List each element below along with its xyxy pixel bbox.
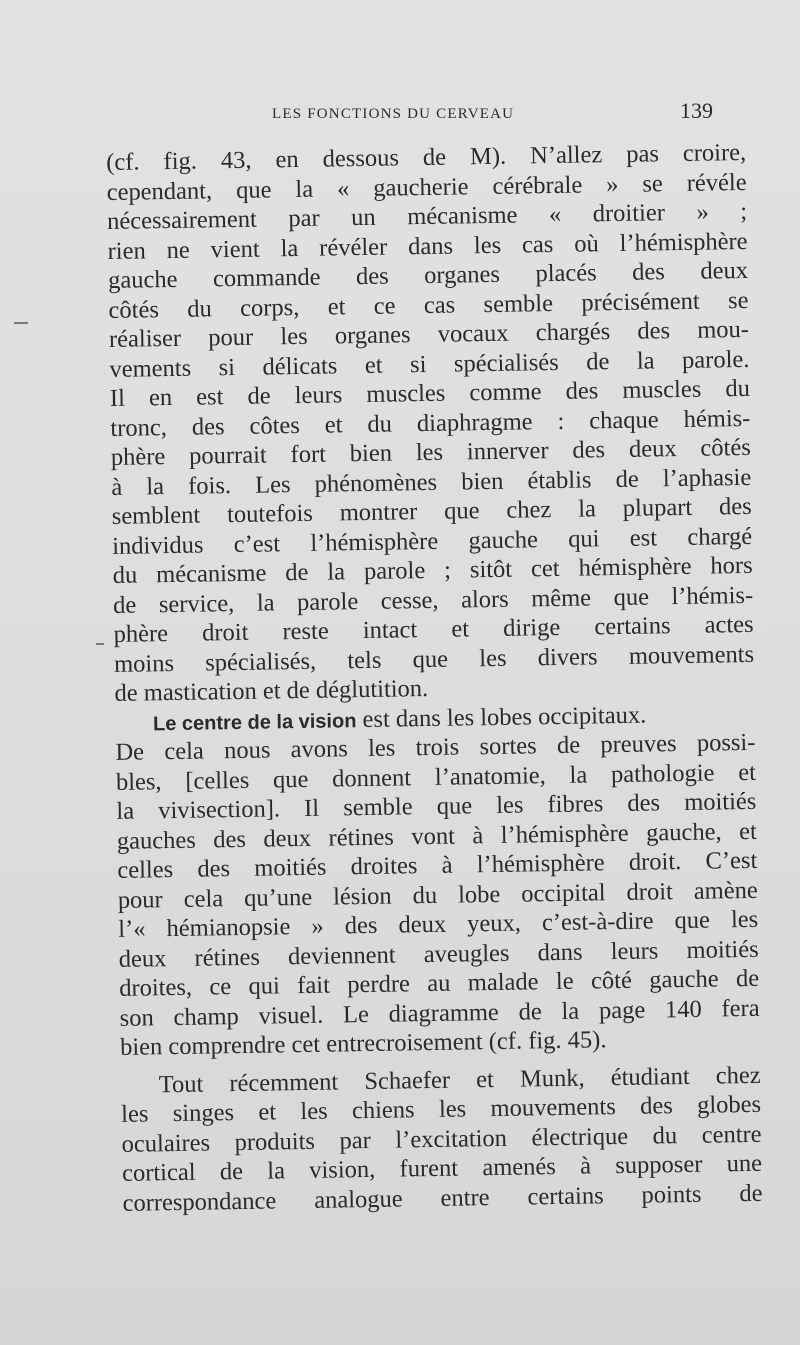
text-line: les singes et les chiens les mouvements des globes (120, 1090, 762, 1128)
text-line: semblent toutefois montrer que chez la plupart des (111, 492, 752, 530)
margin-mark (96, 643, 104, 645)
text-line: phère droit reste intact et dirige certains actes (113, 610, 754, 648)
text-line: vements si délicats et si spécialisés de la parole. (109, 345, 750, 383)
text-line: individus c’est l’hémisphère gauche qui est chargé (112, 522, 753, 560)
paragraph-1 (106, 138, 755, 708)
text-line: De cela nous avons les trois sortes de preuves possi- (115, 728, 756, 766)
text-line: bien comprendre cet entrecroisement (cf. fig. 45). (119, 1026, 607, 1061)
text-line: tronc, des côtes et du diaphragme : chaque hémis- (110, 404, 751, 442)
section-lead: Le centre de la vision (152, 709, 357, 735)
text-line: correspondance analogue entre certains points de (122, 1179, 763, 1217)
text-line: celles des moitiés droites à l’hémisphère droit. C’est (117, 846, 758, 884)
text-fragment: est dans les lobes occipitaux. (356, 701, 647, 733)
text-line: la vivisection]. Il semble que les fibres des moitiés (116, 787, 757, 825)
text-line: bles, [celles que donnent l’anatomie, la pathologie et (115, 758, 757, 796)
text-line: cependant, que la « gaucherie cérébrale » se révéle (106, 168, 747, 206)
text-line: deux rétines deviennent aveugles dans leurs moitiés (118, 935, 759, 973)
text-line: du mécanisme de la parole ; sitôt cet hémisphère hors (112, 551, 753, 589)
text-line: Tout récemment Schaefer et Munk, étudiant chez (158, 1061, 761, 1098)
text-line: pour cela qu’une lésion du lobe occipital droit amène (117, 876, 758, 914)
paragraph-3 (120, 1060, 762, 1218)
text-line: cortical de la vision, furent amenés à supposer une (121, 1149, 763, 1187)
running-title: LES FONCTIONS DU CERVEAU (272, 106, 515, 122)
paragraph-2 (115, 698, 760, 1062)
text-line: nécessairement par un mécanisme « droitier » ; (106, 197, 748, 235)
text-line: Il en est de leurs muscles comme des muscles du (109, 374, 751, 412)
text-line: gauches des deux rétines vont à l’hémisphère gauche, et (116, 817, 758, 855)
page-header (0, 98, 800, 130)
text-line: de mastication et de déglutition. (114, 675, 429, 707)
margin-mark (14, 322, 28, 324)
text-line: gauche commande des organes placés des deux (107, 256, 749, 294)
text-line: rien ne vient la révéler dans les cas où l’hémisphère (107, 227, 748, 265)
text-line: côtés du corps, et ce cas semble précisément se (108, 286, 749, 324)
text-line: à la fois. Les phénomènes bien établis de l’aphasie (111, 463, 752, 501)
text-line: droites, ce qui fait perdre au malade le côté gauche de (118, 964, 760, 1002)
text-line: de service, la parole cesse, alors même que l’hémis- (112, 581, 754, 619)
text-line: réaliser pour les organes vocaux chargés des mou- (108, 315, 750, 353)
text-line: oculaires produits par l’excitation électrique du centre (121, 1120, 762, 1158)
text-line: phère pourrait fort bien les innerver des deux côtés (110, 433, 751, 471)
text-line: moins spécialisés, tels que les divers mouvements (113, 640, 755, 678)
body-text (106, 138, 763, 1218)
text-line: (cf. fig. 43, en dessous de M). N’allez pas croire, (106, 138, 747, 176)
text-line: l’« hémianopsie » des deux yeux, c’est-à-dire que les (118, 905, 759, 943)
text-line: son champ visuel. Le diagramme de la page 140 fera (119, 994, 760, 1032)
page-number: 139 (680, 98, 713, 123)
